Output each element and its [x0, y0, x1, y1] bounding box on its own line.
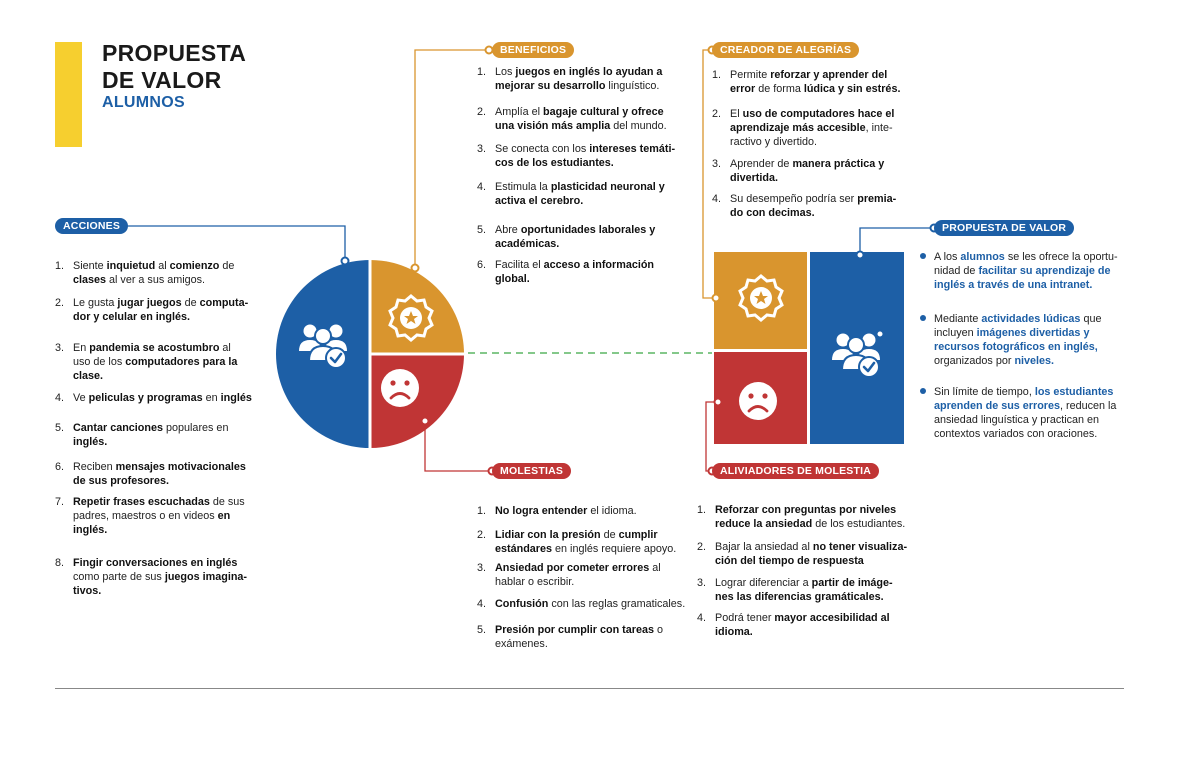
item-number: 4.	[477, 181, 487, 193]
item-text: de sus	[209, 496, 245, 508]
item-text: exámenes.	[495, 638, 548, 650]
item-text: lúdica y sin estrés.	[803, 83, 901, 95]
item-text: partir de imáge-	[811, 577, 893, 589]
item-text: Mediante	[934, 313, 982, 325]
item-text: se les ofrece la oportu-	[1004, 251, 1118, 263]
list-item	[55, 495, 283, 537]
item-text: Confusión	[495, 598, 549, 610]
item-text: Siente	[73, 260, 107, 272]
connector-molestias	[425, 421, 492, 471]
item-number: 1.	[477, 66, 487, 78]
item-text: clases	[73, 274, 107, 286]
item-text: ractivo y divertido.	[730, 136, 818, 148]
item-text: Los	[495, 66, 516, 78]
item-text: jugar juegos	[117, 297, 182, 309]
list-item	[477, 528, 710, 556]
item-text: populares en	[163, 422, 229, 434]
item-number: 2.	[55, 297, 65, 309]
connector-acciones	[125, 226, 345, 260]
item-text: ción del tiempo de respuesta	[715, 555, 864, 567]
item-text: peliculas y programas	[88, 392, 203, 404]
item-text: Podrá tener	[715, 612, 775, 624]
item-text: Repetir frases escuchadas	[73, 496, 210, 508]
item-text: No logra entender	[495, 505, 588, 517]
label-aliviadores-de-molestia: ALIVIADORES DE MOLESTIA	[712, 463, 879, 479]
item-text: ansiedad linguística y practican en	[934, 414, 1100, 426]
item-text: aprenden de sus errores	[934, 400, 1061, 412]
item-text: intereses temáti-	[589, 143, 676, 155]
item-text: académicas.	[495, 238, 560, 250]
item-text: Facilita el	[495, 259, 544, 271]
item-number: 6.	[477, 259, 487, 271]
item-text: con las reglas gramaticales.	[548, 598, 686, 610]
item-text: al	[219, 342, 231, 354]
item-text: inquietud	[106, 260, 156, 272]
item-text: En	[73, 342, 90, 354]
item-number: 4.	[477, 598, 487, 610]
list-item	[477, 65, 710, 93]
item-text: aprendizaje más accesible	[730, 122, 866, 134]
item-number: 3.	[712, 158, 722, 170]
item-text: o	[654, 624, 664, 636]
item-text: Su desempeño podría ser	[730, 193, 858, 205]
item-number: 4.	[712, 193, 722, 205]
item-number: 1.	[477, 505, 487, 517]
item-text: oportunidades laborales y	[520, 224, 656, 236]
list-item	[55, 391, 283, 405]
item-text: mejorar su desarrollo	[495, 80, 606, 92]
item-number: 7.	[55, 496, 65, 508]
item-text: nidad de	[934, 265, 979, 277]
item-text: idioma.	[715, 626, 753, 638]
item-text: Estimula la	[495, 181, 551, 193]
list-item	[712, 68, 930, 96]
item-text: acceso a información	[543, 259, 655, 271]
item-text: de los estudiantes.	[812, 518, 906, 530]
list-item	[697, 540, 930, 568]
item-text: al	[649, 562, 661, 574]
item-text: facilitar su aprendizaje de	[978, 265, 1111, 277]
customer-profile-circle	[276, 258, 466, 450]
item-text: juegos en inglés lo ayudan a	[515, 66, 663, 78]
item-text: cos de los estudiantes.	[495, 157, 614, 169]
item-text: Permite	[730, 69, 771, 81]
item-text: bagaje cultural y ofrece	[543, 106, 664, 118]
item-text: en	[202, 392, 221, 404]
list-item	[920, 312, 1139, 368]
item-text: estándares	[495, 543, 553, 555]
item-text: linguístico.	[605, 80, 660, 92]
item-text: alumnos	[960, 251, 1005, 263]
gains-segment	[370, 260, 464, 354]
item-text: Cantar canciones	[73, 422, 164, 434]
item-text: Ansiedad por cometer errores	[495, 562, 650, 574]
item-text: premia-	[857, 193, 897, 205]
item-text: el idioma.	[587, 505, 637, 517]
list-item	[477, 180, 710, 208]
item-text: pandemia se acostumbro	[89, 342, 220, 354]
list-item	[477, 223, 710, 251]
label-creador-de-alegrias: CREADOR DE ALEGRÍAS	[712, 42, 859, 58]
pains-segment	[370, 354, 464, 448]
list-item	[55, 259, 283, 287]
page-subtitle: ALUMNOS	[102, 94, 185, 111]
list-item	[697, 576, 930, 604]
item-text: niveles.	[1014, 355, 1055, 367]
list-item	[712, 157, 930, 185]
list-item	[697, 503, 930, 531]
list-item	[477, 142, 710, 170]
item-text: Amplía el	[495, 106, 544, 118]
item-number: 8.	[55, 557, 65, 569]
item-text: Reciben	[73, 461, 116, 473]
list-item	[55, 460, 283, 488]
item-text: Abre	[495, 224, 521, 236]
item-text: al ver a sus amigos.	[106, 274, 206, 286]
item-text: inglés.	[73, 524, 108, 536]
item-number: 1.	[55, 260, 65, 272]
item-text: en inglés requiere apoyo.	[552, 543, 677, 555]
list-item	[55, 421, 283, 449]
list-item	[477, 258, 710, 286]
list-item	[55, 296, 283, 324]
item-text: uso de computadores hace el	[742, 108, 895, 120]
item-text: computadores para la	[125, 356, 238, 368]
item-text: actividades lúdicas	[981, 313, 1081, 325]
item-number: 4.	[697, 612, 707, 624]
item-text: global.	[495, 273, 530, 285]
page-title-line2: DE VALOR	[102, 67, 222, 93]
item-text: reduce la ansiedad	[715, 518, 813, 530]
item-text: Se conecta con los	[495, 143, 590, 155]
item-text: padres, maestros o en videos	[73, 510, 218, 522]
list-item	[55, 556, 283, 598]
item-text: inglés	[220, 392, 252, 404]
page-title-line1: PROPUESTA	[102, 40, 247, 66]
item-text: no tener visualiza-	[812, 541, 908, 553]
item-text: A los	[934, 251, 961, 263]
item-text: organizados por	[934, 355, 1015, 367]
item-text: computa-	[199, 297, 249, 309]
item-text: activa el cerebro.	[495, 195, 584, 207]
item-text: en	[217, 510, 231, 522]
item-text: mayor accesibilidad al	[774, 612, 890, 624]
item-number: 3.	[477, 562, 487, 574]
item-text: Reforzar con preguntas por niveles	[715, 504, 897, 516]
item-text: como parte de sus	[73, 571, 165, 583]
item-number: 3.	[55, 342, 65, 354]
list-item	[477, 561, 710, 589]
item-text: reforzar y aprender del	[770, 69, 888, 81]
item-text: cumplir	[618, 529, 658, 541]
item-text: Le gusta	[73, 297, 118, 309]
item-text: del mundo.	[610, 120, 667, 132]
item-text: plasticidad neuronal y	[550, 181, 665, 193]
list-item	[920, 250, 1139, 292]
item-text: de forma	[755, 83, 804, 95]
item-number: 1.	[697, 504, 707, 516]
item-number: 3.	[697, 577, 707, 589]
item-text: juegos imagina-	[164, 571, 248, 583]
item-text: do con decimas.	[730, 207, 815, 219]
item-text: manera práctica y	[792, 158, 885, 170]
list-item	[920, 385, 1139, 441]
label-beneficios: BENEFICIOS	[492, 42, 574, 58]
item-text: Aprender de	[730, 158, 793, 170]
bullet-dot-icon	[920, 253, 926, 259]
list-item	[477, 597, 710, 611]
item-number: 2.	[477, 106, 487, 118]
item-number: 2.	[712, 108, 722, 120]
item-text: hablar o escribir.	[495, 576, 575, 588]
bullet-dot-icon	[920, 315, 926, 321]
list-item	[477, 504, 710, 518]
list-item	[477, 105, 710, 133]
item-text: dor y celular en inglés.	[73, 311, 191, 323]
item-text: , reducen la	[1060, 400, 1117, 412]
item-text: tivos.	[73, 585, 102, 597]
item-text: comienzo	[169, 260, 220, 272]
value-map-square	[714, 252, 904, 444]
item-text: al	[155, 260, 170, 272]
item-text: de sus profesores.	[73, 475, 170, 487]
item-number: 1.	[712, 69, 722, 81]
item-text: Lograr diferenciar a	[715, 577, 812, 589]
item-text: , inte-	[865, 122, 893, 134]
item-text: de	[600, 529, 619, 541]
item-number: 5.	[55, 422, 65, 434]
item-text: Ve	[73, 392, 89, 404]
item-text: Lidiar con la presión	[495, 529, 601, 541]
bullet-dot-icon	[920, 388, 926, 394]
item-text: Fingir conversaciones en inglés	[73, 557, 238, 569]
label-propuesta-de-valor: PROPUESTA DE VALOR	[934, 220, 1074, 236]
item-text: de	[181, 297, 200, 309]
item-number: 4.	[55, 392, 65, 404]
label-molestias: MOLESTIAS	[492, 463, 571, 479]
item-text: error	[730, 83, 756, 95]
item-text: incluyen	[934, 327, 977, 339]
list-item	[712, 192, 930, 220]
item-text: los estudiantes	[1034, 386, 1114, 398]
item-text: clase.	[73, 370, 104, 382]
item-text: de	[219, 260, 235, 272]
item-text: contextos variados con oraciones.	[934, 428, 1098, 440]
item-text: Sin límite de tiempo,	[934, 386, 1035, 398]
item-number: 5.	[477, 624, 487, 636]
item-number: 2.	[697, 541, 707, 553]
sad-face-icon	[381, 369, 419, 407]
list-item	[712, 107, 930, 149]
item-number: 5.	[477, 224, 487, 236]
list-item	[55, 341, 283, 383]
item-text: mensajes motivacionales	[115, 461, 246, 473]
item-text: una visión más amplia	[495, 120, 611, 132]
item-text: recursos fotográficos en inglés,	[934, 341, 1098, 353]
item-number: 2.	[477, 529, 487, 541]
item-text: que	[1080, 313, 1102, 325]
item-text: uso de los	[73, 356, 126, 368]
label-acciones: ACCIONES	[55, 218, 128, 234]
list-item	[697, 611, 930, 639]
item-number: 3.	[477, 143, 487, 155]
item-text: imágenes divertidas y	[976, 327, 1090, 339]
footer-divider	[55, 688, 1124, 689]
item-text: inglés.	[73, 436, 108, 448]
item-text: El	[730, 108, 743, 120]
item-text: nes las diferencias gramáticales.	[715, 591, 884, 603]
sad-face-icon	[739, 382, 777, 420]
list-item	[477, 623, 710, 651]
item-text: inglés a través de una intranet.	[934, 279, 1093, 291]
item-text: Presión por cumplir con tareas	[495, 624, 655, 636]
item-text: Bajar la ansiedad al	[715, 541, 813, 553]
item-text: divertida.	[730, 172, 779, 184]
item-number: 6.	[55, 461, 65, 473]
